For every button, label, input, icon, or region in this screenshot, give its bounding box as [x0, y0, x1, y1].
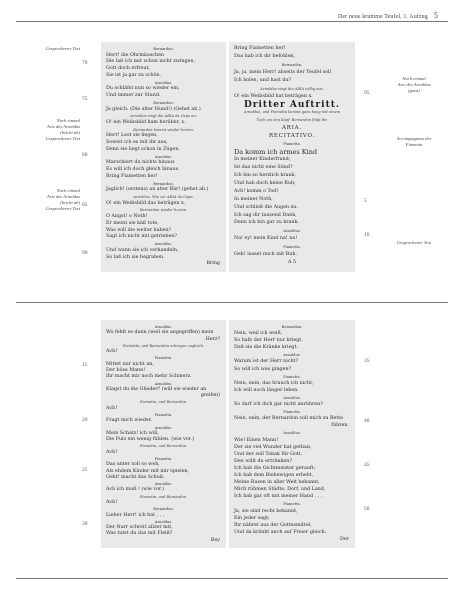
margin-note-spoken-text-1: Gesprochener Text	[45, 46, 80, 51]
speaker-name: Arnoldus.	[154, 80, 173, 85]
verse-line: Ich bin so herzlich krank,	[234, 172, 296, 178]
line-number: 80	[82, 152, 88, 158]
stage-direction: Tuch um den Kopf. Bernardon folgt ihr.	[256, 118, 328, 123]
verse-line: Da komm ich armes Kind	[234, 148, 318, 157]
stage-direction: Fiametta, und Bernardon.	[139, 400, 188, 405]
verse-line: Es will ich doch gleich hinaus.	[106, 167, 180, 173]
speaker-name: Arnoldus.	[283, 229, 301, 234]
speaker-name: Arnoldus.	[154, 325, 173, 329]
verse-line: Das hab ich dir befohlen,	[234, 53, 296, 59]
verse-line: führen.	[331, 423, 349, 429]
verse-line: Herr! Lest sie liegen,	[106, 133, 158, 139]
speaker-name: Arnoldus.	[154, 242, 173, 247]
verse-line: Bey	[210, 537, 220, 543]
line-number: 15	[82, 362, 88, 368]
speaker-name: Fiametta.	[154, 457, 173, 461]
speaker-name: Arnoldus.	[154, 482, 173, 487]
margin-note-aria-repeat-2	[4, 188, 80, 212]
verse-line: Denn sie liegt schon in Zügen.	[106, 146, 181, 152]
stage-direction: Arnoldus. Wie vor ARIA da Capo.	[133, 195, 194, 199]
margin-note-line: (ganz)	[408, 88, 420, 93]
verse-line: Lieber Herr! ich hat , , ,	[106, 512, 165, 518]
verse-line: A 5	[287, 260, 297, 266]
facsimile-page-top-left	[101, 42, 226, 272]
verse-line: Der böse Mann!	[106, 368, 146, 373]
stage-direction: Arnoldus singt die ARIA völlig aus.	[260, 86, 324, 91]
verse-line: Herz?	[205, 336, 220, 342]
verse-line: In meiner Noth,	[234, 196, 273, 202]
verse-line: Den willt du ertränken?	[234, 458, 292, 464]
verse-line: So halb der Herr nur kriegt,	[234, 338, 303, 344]
verse-line: Und immer zur Stund.	[106, 93, 161, 99]
margin-note-line: Fiametta	[405, 142, 423, 147]
verse-line: greifen)	[200, 393, 220, 399]
verse-line: Jaglich! (erstens) an alter Bär! (gehet ab.)	[106, 187, 209, 193]
margin-note-line: Accompagnato der	[396, 136, 432, 141]
margin-note-line: Arie des Arnoldus	[397, 82, 431, 87]
verse-line: Ja, ja, mein Herr! abseits der Teufel soll	[234, 69, 332, 75]
verse-line: Mich rühmen Städte, Dorf, und Land,	[234, 487, 326, 493]
speaker-name: Arnoldus.	[283, 431, 301, 436]
line-number: 90	[82, 250, 88, 256]
verse-line: Was will die weiter haben?	[106, 227, 172, 233]
line-number: 50	[364, 506, 370, 512]
verse-line: Ach ich muß ! (wie vor.)	[106, 487, 165, 493]
speaker-name: Arnoldus.	[154, 519, 173, 524]
verse-line: Der	[340, 536, 349, 542]
verse-line: O! ein Weibsbild kam herüber, x.	[106, 120, 186, 125]
verse-line: Und da kränkt auch auf Freier gleich:	[234, 529, 327, 535]
verse-line: Bring	[206, 261, 220, 267]
facsimile-page-bottom-right	[229, 320, 355, 548]
verse-line: So darf ich dich gar nicht anrühren?	[234, 402, 323, 408]
line-number: 25	[82, 467, 88, 473]
speaker-name: Fiametta.	[283, 142, 301, 147]
verse-line: Ich hab gar oft mit meiner Hand , , ,	[234, 494, 323, 500]
margin-note-line: Arie des Arnoldus	[46, 194, 80, 199]
scene-heading: RECITATIVO.	[268, 133, 316, 140]
header-rule	[16, 21, 448, 22]
verse-line: O! ein Weibsbild das beträgen x.	[106, 200, 186, 206]
verse-line: Der Narr schreit allzer mit,	[106, 525, 173, 531]
verse-line: Gott doch erfreut,	[106, 66, 150, 72]
verse-line: O Angst! o Noth!	[106, 214, 148, 220]
verse-line: Klagst du die Glieder? (will sie wieder an	[106, 386, 207, 392]
verse-line: Bring Fiametten her!	[234, 46, 286, 51]
verse-line: Ist das nicht eine Sünd?	[234, 164, 293, 170]
speaker-name: Bernardon.	[281, 325, 303, 329]
line-number: 45	[364, 462, 370, 468]
verse-line: Ich hab die Gichtmeister gerauft;	[234, 465, 316, 471]
verse-line: Sie ist ja gar zu schön.	[106, 72, 162, 78]
line-number: 85	[82, 202, 88, 208]
margin-note-accompagnato	[376, 136, 452, 148]
verse-line: Ach!	[106, 349, 118, 355]
margin-note-spoken-text-2: Gesprochener Text	[396, 240, 432, 245]
verse-line: Die laß ich mir schon nicht zwingen,	[106, 59, 195, 65]
verse-line: Geht! macht das Schuß.	[106, 474, 165, 480]
verse-line: Und wann sie ich verhandeln,	[106, 247, 179, 253]
margin-note-line: (bricht ab)	[60, 130, 80, 135]
header-title: Der neue krumme Teufel, 1. Aufzug	[337, 14, 428, 20]
margin-note-line: Noch einmal	[402, 76, 426, 81]
speaker-name: Arnoldus.	[154, 381, 173, 386]
verse-line: Ihr nähret aus der Gottesmittel,	[234, 522, 312, 528]
margin-note-line: Gesprochener Text	[45, 136, 80, 141]
verse-line: Meine Razen in aller Welt bekannt,	[234, 480, 320, 486]
speaker-name: Arnoldus.	[283, 353, 301, 358]
speaker-name: Arnoldus.	[154, 425, 173, 430]
verse-line: Ich will noch länger leben.	[234, 387, 299, 393]
verse-line: Daß sie die Kränke kriegt.	[234, 345, 298, 351]
margin-note-line: Noch einmal	[56, 188, 80, 193]
verse-line: Nein, nein, der Bernardon soll mich zu Bette	[234, 416, 344, 422]
speaker-name: Fiametta.	[154, 413, 173, 417]
verse-line: Und der soll Tabak für Gott,	[234, 451, 303, 457]
verse-line: Mein Schatz! ich will,	[106, 430, 159, 436]
verse-line: Und schließ die Augen zu.	[234, 204, 298, 210]
line-number: 95	[364, 90, 370, 96]
verse-line: Ja, sie sind recht bekannt,	[234, 508, 298, 514]
speaker-name: Fiametta.	[283, 502, 301, 507]
margin-note-line: Gesprochener Text	[45, 206, 80, 211]
line-number: 5	[364, 198, 367, 204]
verse-line: Was tutst du das mit Fleiß?	[106, 531, 173, 537]
verse-line: Ich sag dir tausend Dank,	[234, 212, 297, 218]
stage-direction: Arnoldus singt die ARIA da Capo an.	[130, 114, 197, 119]
verse-line: Als ehdem Kinder mit mir spielen,	[106, 468, 190, 474]
line-number: 10	[364, 232, 370, 238]
verse-line: Wie! Einen Mann!	[234, 437, 279, 443]
section-rule	[16, 302, 448, 303]
stage-direction: Arnoldus, und Fiametta kommt ganz bang mit einem	[243, 110, 341, 115]
margin-note-aria-repeat-1	[4, 118, 80, 142]
page-number: 5	[433, 11, 438, 20]
speaker-name: Fiametta.	[283, 245, 301, 250]
verse-line: In meiner Kinderfrand;	[234, 157, 291, 162]
verse-line: Ach!	[106, 449, 118, 455]
verse-line: Warum ist der Herr nicht?	[234, 359, 299, 365]
speaker-name: Bernardon.	[153, 47, 174, 51]
margin-note-line: (bricht ab)	[60, 200, 80, 205]
stage-direction: Fiametta, und Bernardon.	[139, 444, 188, 449]
verse-line: Ich holen, und hast du?	[234, 77, 292, 83]
verse-line: Sagt ich nicht mit getrieben?	[106, 234, 177, 240]
verse-line: Ja gleich. (Die alter Hund!) (Gehet ab.)	[106, 106, 201, 112]
line-number: 40	[364, 418, 370, 424]
speaker-name: Fiametta.	[283, 410, 301, 415]
verse-line: Fragt mich wieder.	[106, 418, 153, 424]
speaker-name: Bernardon.	[153, 100, 174, 105]
line-number: 75	[82, 96, 88, 102]
speaker-name: Fiametta.	[154, 356, 173, 361]
stage-direction: Bernardon wieder herein.	[139, 208, 188, 213]
line-number: 35	[364, 358, 370, 364]
verse-line: Nein, weil ich weiß,	[234, 331, 283, 337]
verse-line: Und hab doch keine Ruh;	[234, 180, 296, 186]
verse-line: Ich hab dem Biehewigen erhebt,	[234, 473, 314, 479]
verse-line: Ach!	[106, 405, 118, 411]
footer-rule	[16, 578, 448, 579]
verse-line: Denn ich bin gar zu krank.	[234, 220, 299, 226]
verse-line: Marschiert du nichts hinaus	[106, 160, 175, 166]
verse-line: Ach!	[106, 500, 118, 505]
verse-line: Ein jeder sagt;	[234, 515, 270, 521]
speaker-name: Arnoldus.	[283, 395, 301, 400]
verse-line: Na! ey! mein Kind na! na!	[234, 236, 298, 242]
margin-note-line: Noch einmal	[56, 118, 80, 123]
running-header	[338, 11, 438, 20]
speaker-name: Fiametta.	[283, 374, 301, 379]
verse-line: Ach! komm o Tod!	[234, 188, 279, 194]
verse-line: Er meint sie käß tote,	[106, 220, 159, 226]
verse-line: Das unter soll so weh,	[106, 462, 160, 468]
margin-note-aria-full	[376, 76, 452, 94]
verse-line: Herr! die Ohrmäuschen	[106, 52, 165, 58]
verse-line: So will ich was gingen?	[234, 366, 291, 372]
speaker-name: Arnoldus.	[154, 154, 173, 159]
verse-line: So laß ich sie begraben.	[106, 254, 165, 260]
verse-line: Wo fehlt es dann (weil sie angegriffen) mein	[106, 330, 214, 336]
speaker-name: Bernardon.	[153, 181, 174, 186]
verse-line: Bring Fiametten her!	[106, 173, 158, 179]
speaker-name: Bernardon.	[281, 62, 303, 67]
stage-direction: Fiametta, und Bernardon schreyen zugleich.	[122, 343, 205, 348]
verse-line: Geh! lasset mich mit Ruh.	[234, 252, 298, 258]
verse-line: Die Puls ein wenig fühlen. (wie vor.)	[106, 437, 194, 443]
stage-direction: Bernardon kommt wieder herein.	[133, 127, 194, 132]
line-number: 70	[82, 60, 88, 66]
stage-direction: Fiametta, und Bernardon.	[139, 494, 188, 499]
verse-line: O! ein Weibsbild hat beträgen x.	[234, 93, 313, 99]
verse-line: Soweit ich es mit ihr aus,	[106, 140, 168, 146]
verse-line: Der sie viel Wunder hat gethan,	[234, 444, 312, 450]
speaker-name: Bernardon.	[153, 507, 174, 512]
line-number: 20	[82, 417, 88, 423]
facsimile-page-top-right	[229, 42, 355, 272]
facsimile-page-bottom-left	[101, 320, 226, 548]
verse-line: Nein, nein, das brauch ich nicht,	[234, 380, 314, 386]
margin-note-line: Arie des Arnoldus	[46, 124, 80, 129]
verse-line: Mittet mir nicht an,	[106, 361, 154, 367]
scene-heading: Dritter Auftritt.	[243, 99, 341, 110]
line-number: 30	[82, 521, 88, 527]
scene-heading: ARIA.	[281, 125, 302, 132]
verse-line: Du schläfst nun so wieder ein,	[106, 86, 180, 92]
verse-line: Ihr macht mir noch mehr Schmerz.	[106, 374, 192, 380]
